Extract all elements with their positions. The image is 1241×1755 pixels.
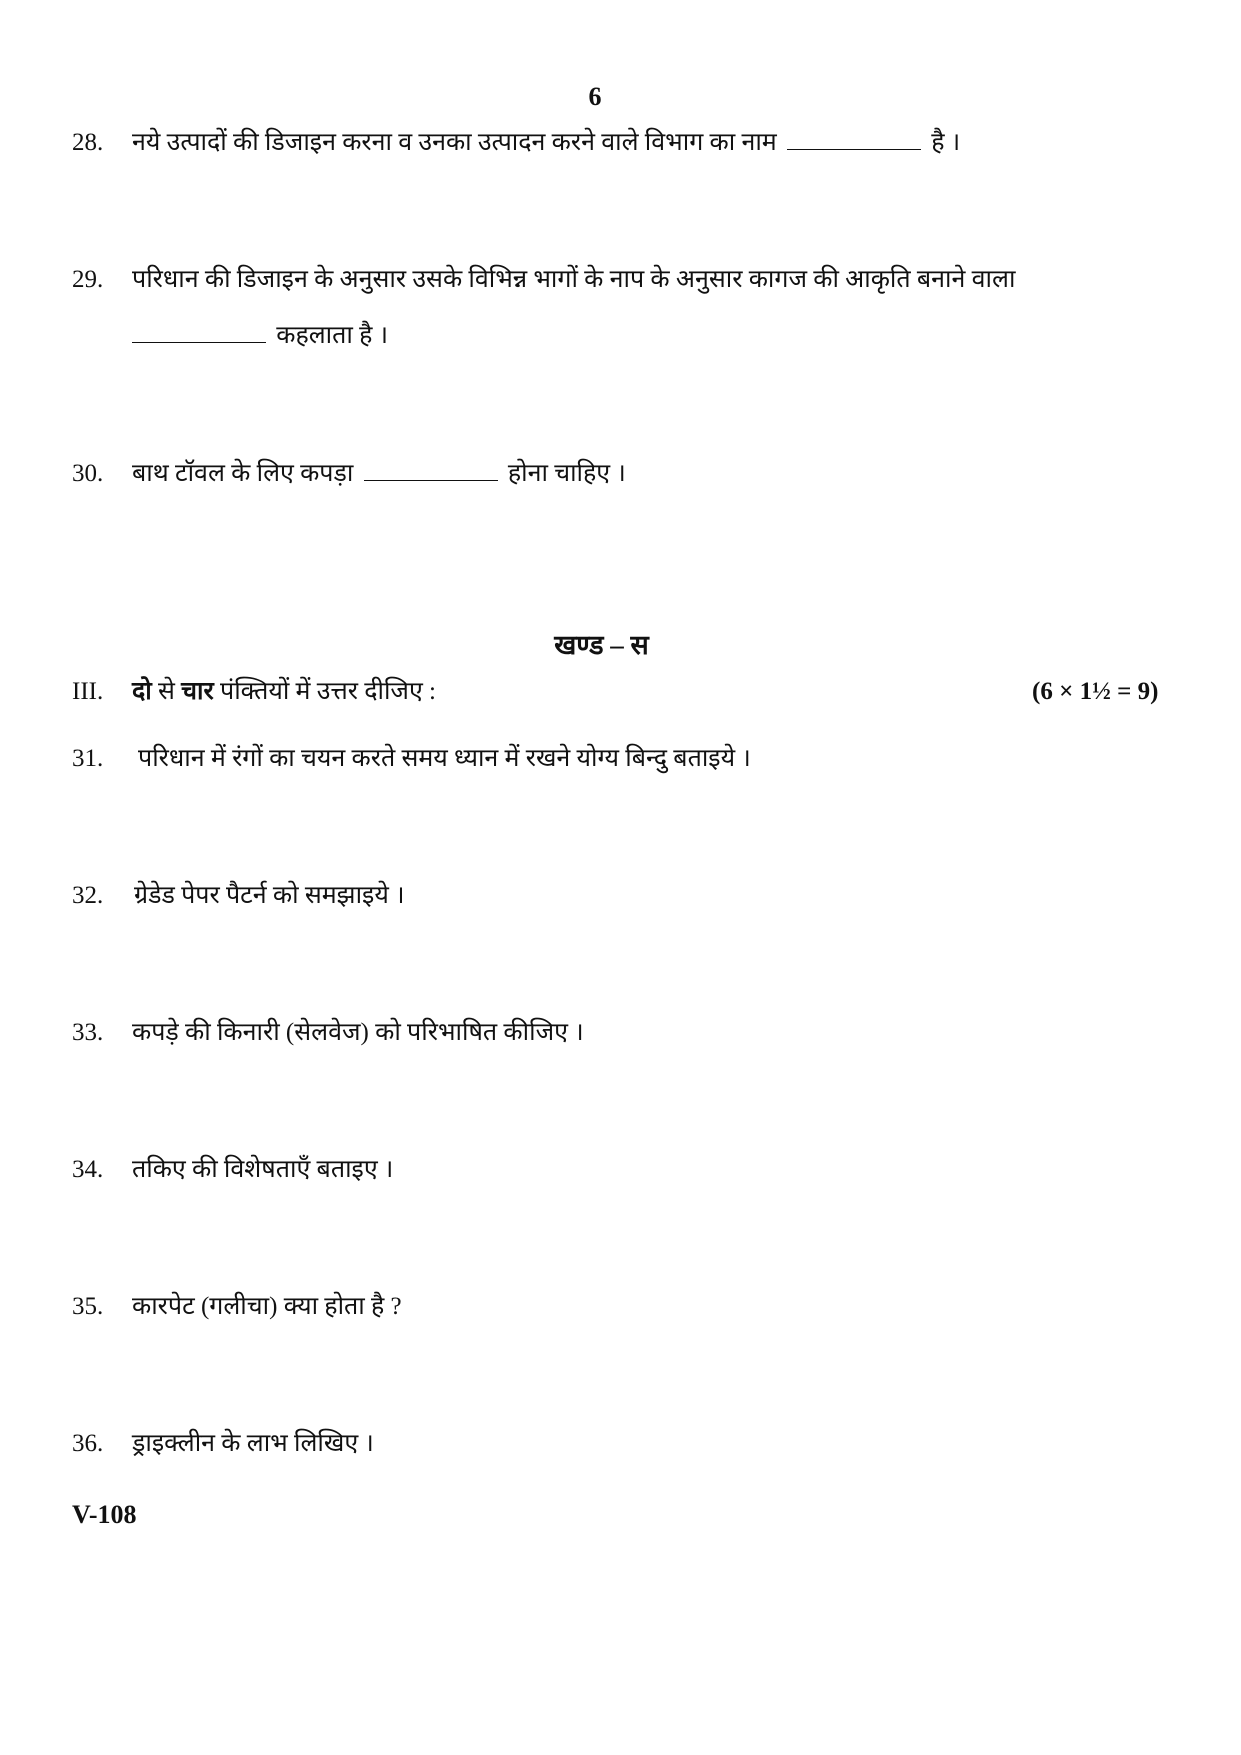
question-text-after: कहलाता है । [276, 322, 389, 349]
instruction-rest: पंक्तियों में उत्तर दीजिए : [220, 678, 436, 705]
question-text: परिधान की डिजाइन के अनुसार उसके विभिन्न भागों के नाप के अनुसार कागज की आकृति बनाने वाला [132, 266, 1016, 293]
fill-blank [132, 322, 266, 343]
fill-blank [364, 460, 498, 481]
question-text [132, 459, 626, 489]
question-number: 29. [72, 266, 104, 293]
question-text: ड्राइक्लीन के लाभ लिखिए । [132, 1430, 374, 1457]
paper-code: V-108 [72, 1500, 137, 1529]
question-number: 36. [72, 1430, 104, 1457]
section-title: खण्ड – स [554, 630, 649, 660]
instruction-number: III. [72, 678, 104, 705]
question-text-after: होना चाहिए । [507, 460, 626, 487]
question-number: 28. [72, 129, 104, 156]
question-text-after: है । [931, 129, 961, 156]
question-number: 30. [72, 460, 104, 487]
question-text [132, 128, 960, 158]
fill-blank [787, 129, 921, 150]
instruction-bold-2: चार [181, 678, 214, 705]
marks-allocation: (6 × 1½ = 9) [1032, 678, 1159, 705]
question-text: तकिए की विशेषताएँ बताइए । [132, 1156, 394, 1183]
question-text-before: नये उत्पादों की डिजाइन करना व उनका उत्पादन करने वाले विभाग का नाम [132, 129, 777, 156]
instruction-bold-1: दो [132, 678, 152, 705]
question-text: कपड़े की किनारी (सेलवेज) को परिभाषित कीजिए । [132, 1019, 584, 1046]
instruction-mid: से [158, 678, 175, 705]
page-number: 6 [588, 82, 602, 111]
instruction-text [132, 677, 436, 707]
question-text-before: बाथ टॉवल के लिए कपड़ा [132, 460, 354, 487]
question-text [132, 321, 388, 351]
question-number: 35. [72, 1293, 104, 1320]
question-text: कारपेट (गलीचा) क्या होता है ? [132, 1293, 402, 1320]
question-text: परिधान में रंगों का चयन करते समय ध्यान में रखने योग्य बिन्दु बताइये । [138, 745, 751, 772]
question-number: 31. [72, 745, 104, 772]
question-number: 34. [72, 1156, 104, 1183]
question-number: 33. [72, 1019, 104, 1046]
question-text: ग्रेडेड पेपर पैटर्न को समझाइये । [134, 882, 405, 909]
question-number: 32. [72, 882, 104, 909]
